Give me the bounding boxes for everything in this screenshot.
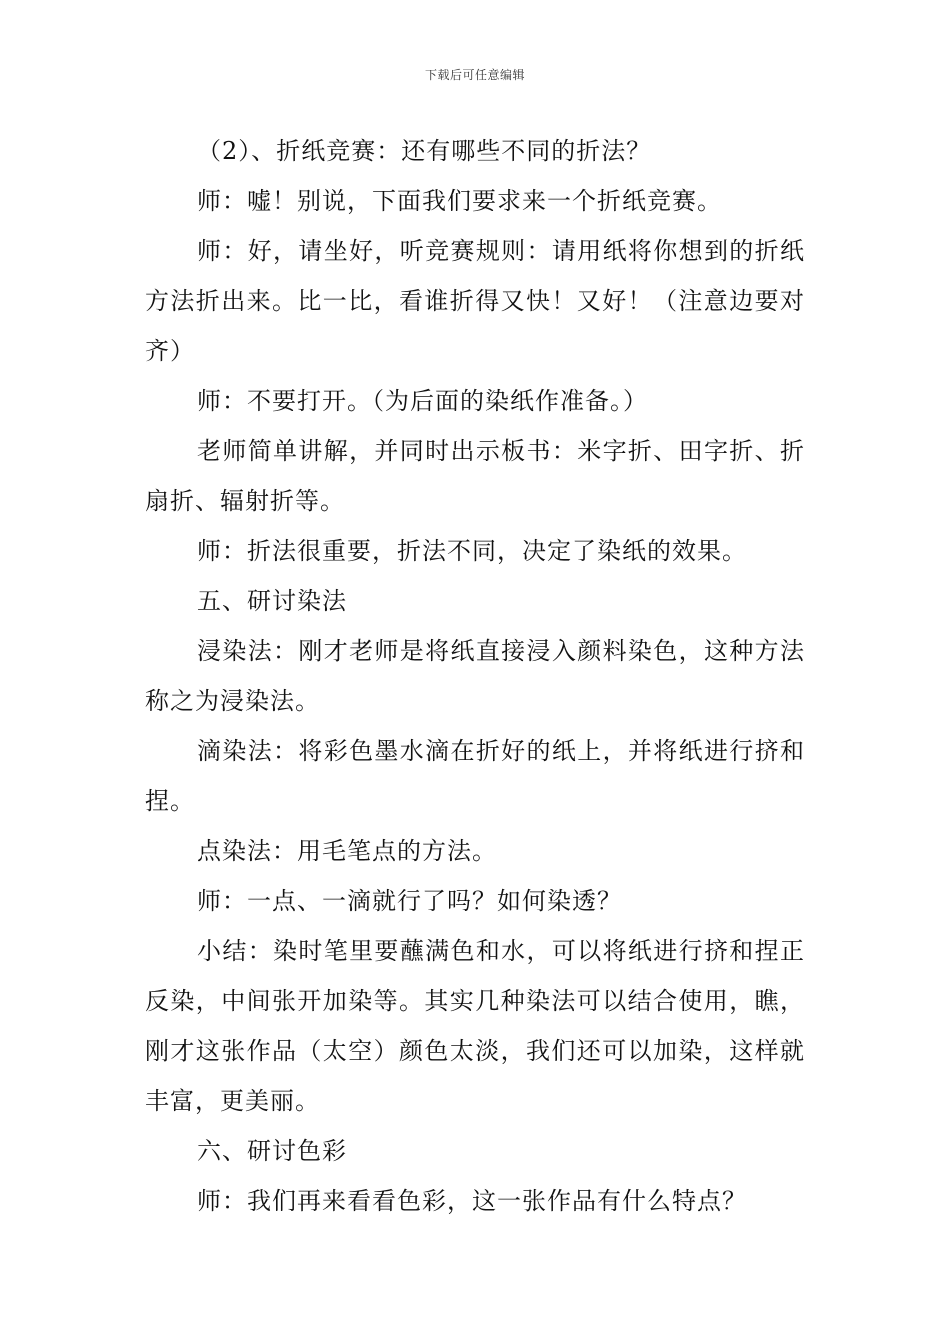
paragraph: 滴染法：将彩色墨水滴在折好的纸上，并将纸进行挤和捏。	[145, 737, 805, 815]
paragraph: 点染法：用毛笔点的方法。	[197, 837, 497, 865]
paragraph: 师：我们再来看看色彩，这一张作品有什么特点？	[197, 1187, 747, 1215]
section-heading: 六、研讨色彩	[197, 1137, 347, 1165]
paragraph: 老师简单讲解，并同时出示板书：米字折、田字折、折扇折、辐射折等。	[145, 437, 805, 515]
paragraph: （2）、折纸竞赛：还有哪些不同的折法？	[197, 137, 652, 165]
paragraph: 师：折法很重要，折法不同，决定了染纸的效果。	[197, 537, 747, 565]
paragraph: 小结：染时笔里要蘸满色和水，可以将纸进行挤和捏正反染，中间张开加染等。其实几种染法可以结合使用，瞧，刚才这张作品（太空）颜色太淡，我们还可以加染，这样就丰富，更美丽。	[145, 937, 805, 1115]
paragraph: 师：一点、一滴就行了吗？如何染透？	[197, 887, 622, 915]
section-heading: 五、研讨染法	[197, 587, 347, 615]
paragraph: 师：不要打开。（为后面的染纸作准备。）	[197, 387, 648, 415]
document-body	[145, 126, 805, 1226]
paragraph: 师：好，请坐好，听竞赛规则：请用纸将你想到的折纸方法折出来。比一比，看谁折得又快！又好！（注意边要对齐）	[145, 237, 805, 365]
paragraph: 浸染法：刚才老师是将纸直接浸入颜料染色，这种方法称之为浸染法。	[145, 637, 805, 715]
paragraph: 师：嘘！别说，下面我们要求来一个折纸竞赛。	[197, 187, 722, 215]
page-header: 下载后可任意编辑	[424, 68, 525, 82]
